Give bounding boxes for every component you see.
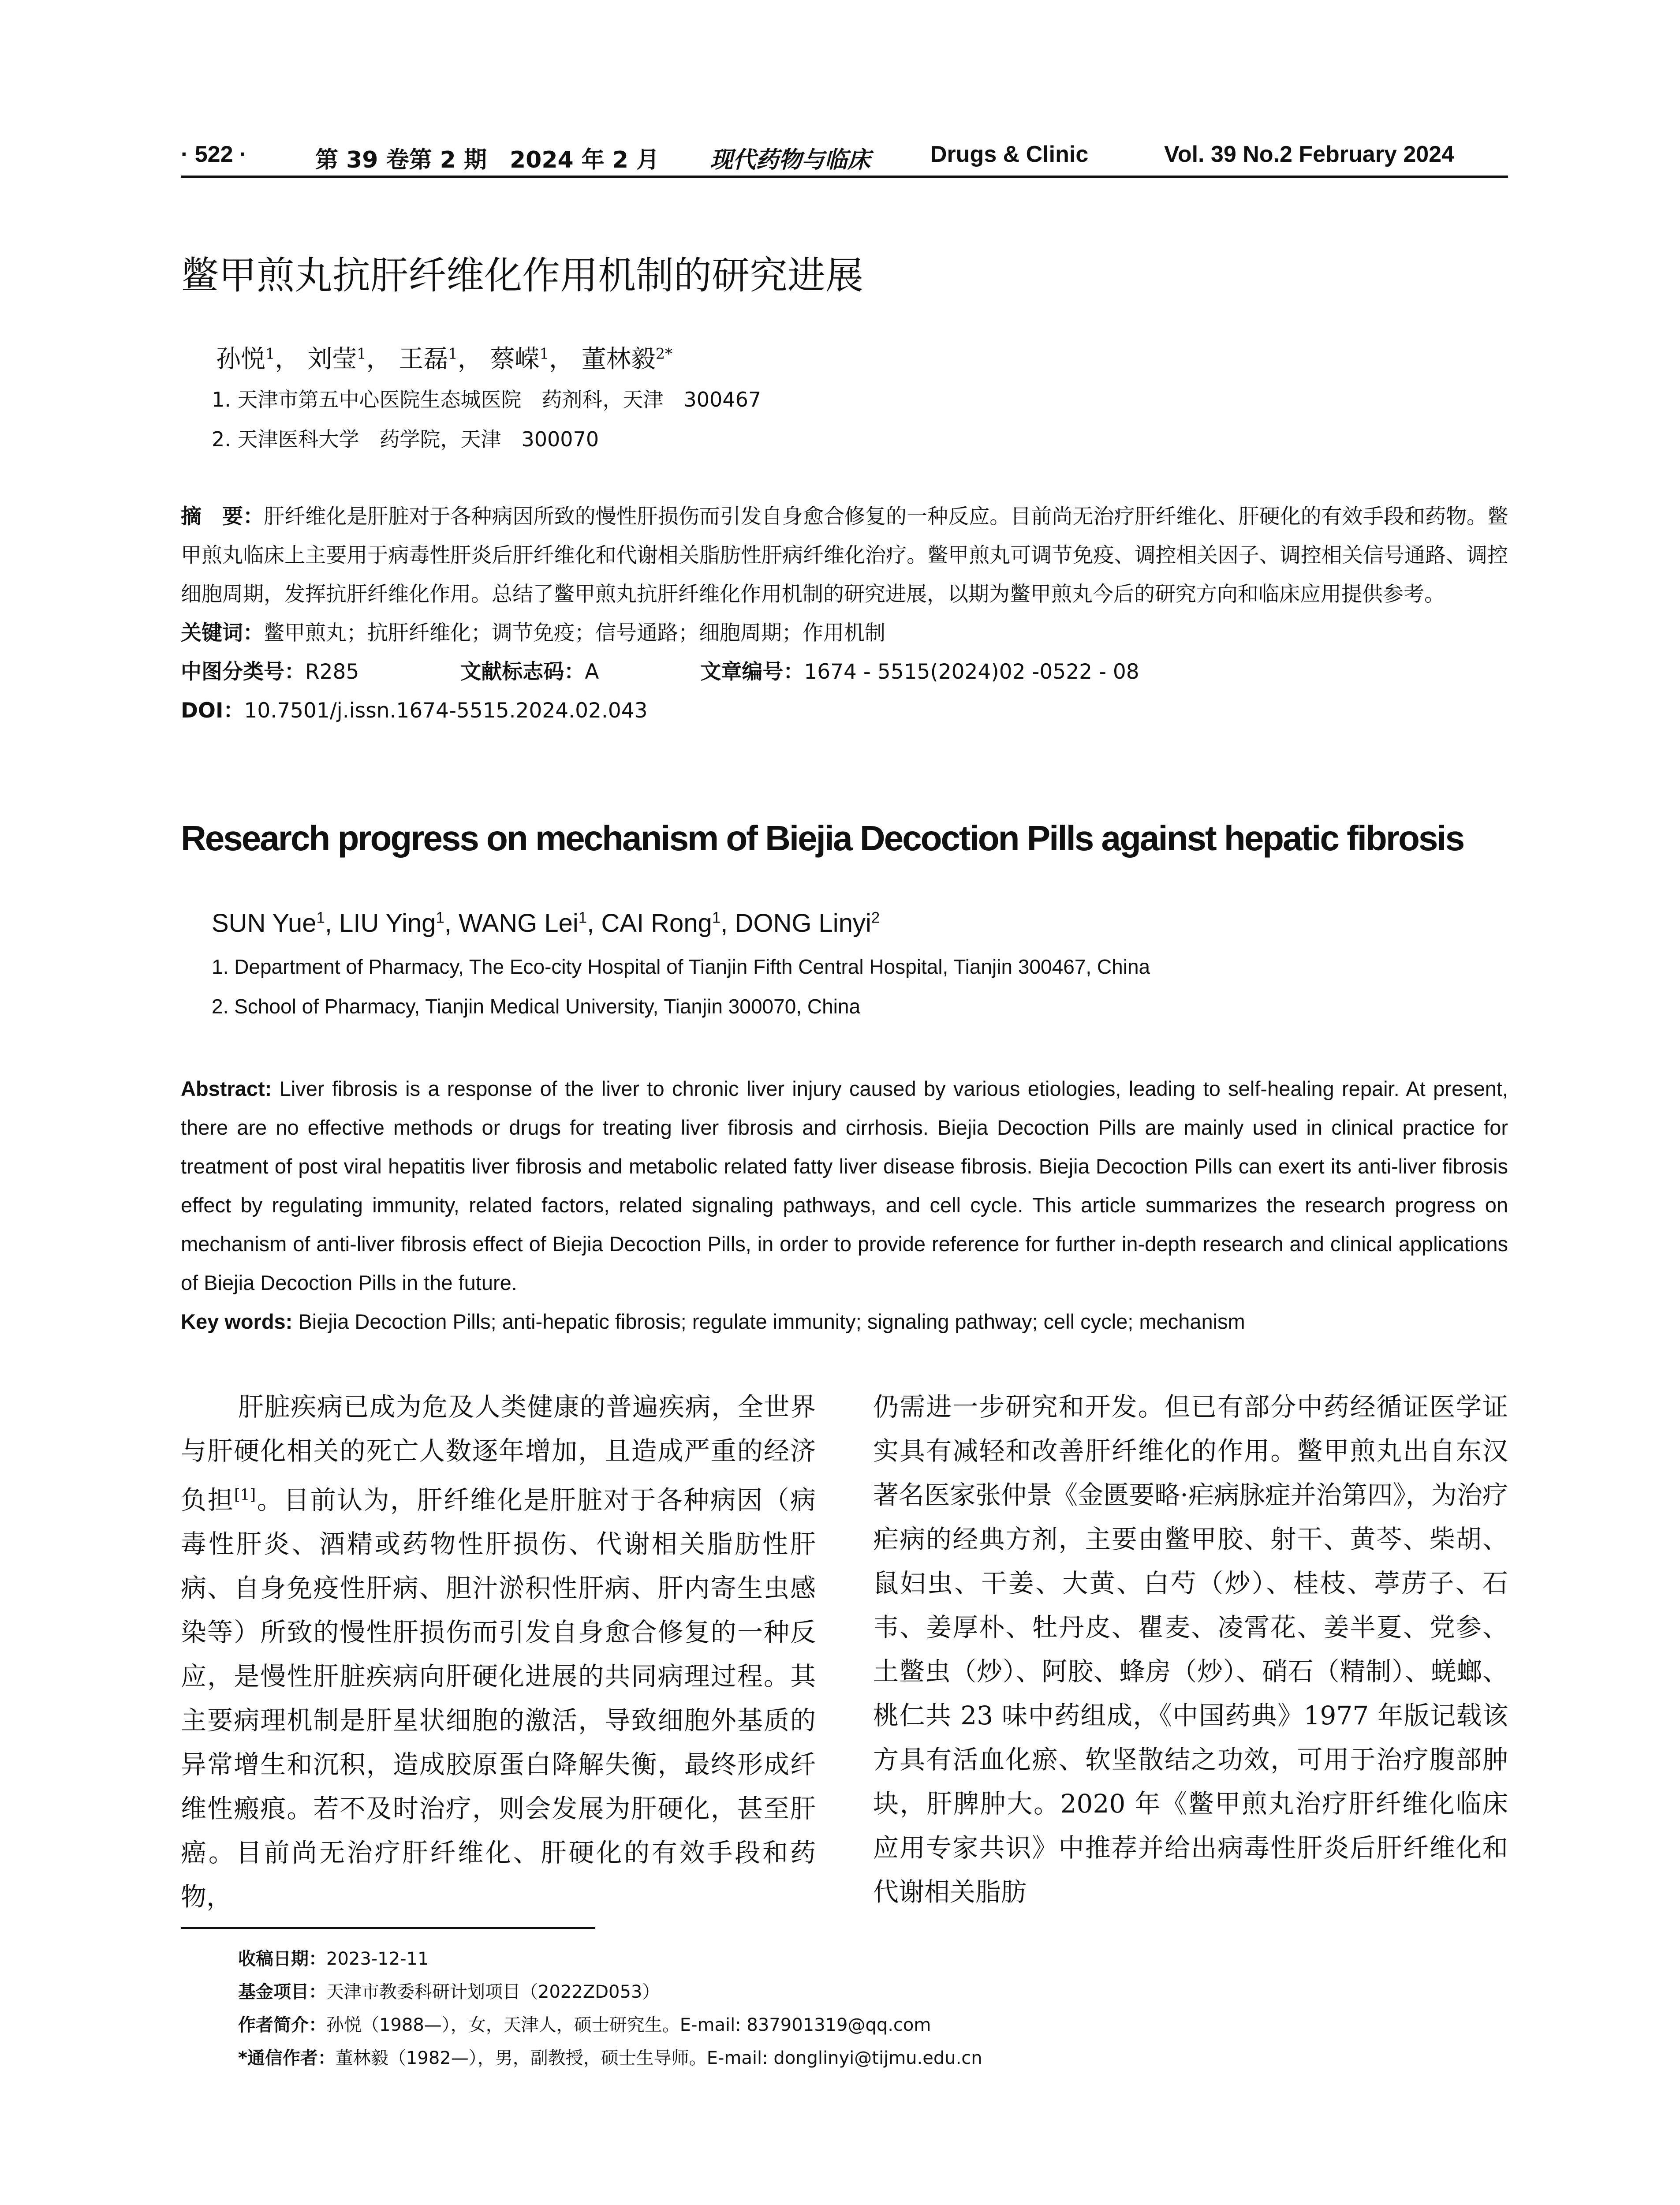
keywords-label: 关键词： bbox=[181, 621, 264, 645]
author-affiliation-mark: 1 bbox=[578, 909, 587, 927]
abstract-label: Abstract: bbox=[181, 1077, 272, 1100]
abstract-text: Liver fibrosis is a response of the liver to chronic liver injury caused by various etiologies, leading to self-healing repair. At present, there are no effective methods or drugs for treating liver fibrosis and cirrhosis. Biejia Decoction Pills are mainly used in clinical practice for treatment of post viral hepatitis liver fibrosis and metabolic related fatty liver disease fibrosis. Biejia Decoction Pills can exert its anti-liver fibrosis effect by regulating immunity, related factors, related signaling pathways, and cell cycle. This article summarizes the research progress on mechanism of anti-liver fibrosis effect of Biejia Decoction Pills, in order to provide reference for further in-depth research and clinical applications of Biejia Decoction Pills in the future. bbox=[181, 1077, 1508, 1294]
keywords-en bbox=[181, 1302, 1508, 1341]
author-name: 孙悦 bbox=[216, 345, 265, 374]
author-affiliation-mark: 1 bbox=[436, 909, 444, 927]
article-title-en: Research progress on mechanism of Biejia Decoction Pills against hepatic fibrosis bbox=[181, 818, 1464, 858]
footnote-author bbox=[238, 2011, 931, 2036]
footnote-text: 孙悦（1988—），女，天津人，硕士研究生。E-mail: 837901319@qq.com bbox=[326, 2015, 931, 2035]
author-affiliation-mark: 1 bbox=[265, 345, 275, 363]
author-affiliation-mark: 1 bbox=[712, 909, 721, 927]
volume-issue-en: Vol. 39 No.2 February 2024 bbox=[1164, 142, 1454, 167]
author-name: DONG Linyi bbox=[735, 909, 871, 938]
journal-name-cn: 现代药物与临床 bbox=[710, 146, 871, 173]
footnote-label: *通信作者： bbox=[238, 2048, 336, 2068]
footnote-label: 基金项目： bbox=[238, 1982, 326, 2002]
body-column-right: 仍需进一步研究和开发。但已有部分中药经循证医学证实具有减轻和改善肝纤维化的作用。鳖甲煎丸出自东汉著名医家张仲景《金匮要略·疟病脉症并治第四》，为治疗疟病的经典方剂，主要由鳖甲胶、射干、黄芩、柴胡、鼠妇虫、干姜、大黄、白芍（炒）、桂枝、葶苈子、石韦、姜厚朴、牡丹皮、瞿麦、凌霄花、姜半夏、党参、土鳖虫（炒）、阿胶、蜂房（炒）、硝石（精制）、蜣螂、桃仁共 23 味中药组成，《中国药典》1977 年版记载该方具有活血化瘀、软坚散结之功效，可用于治疗腹部肿块，肝脾肿大。2020 年《鳖甲煎丸治疗肝纤维化临床应用专家共识》中推荐并给出病毒性肝炎后肝纤维化和代谢相关脂肪 bbox=[873, 1392, 1508, 1907]
body-column-left bbox=[181, 1385, 816, 1919]
clc-label: 中图分类号： bbox=[181, 660, 305, 684]
journal-name-en: Drugs & Clinic bbox=[930, 142, 1089, 167]
footnote-text: 董林毅（1982—），男，副教授，硕士生导师。E-mail: donglinyi@tijmu.edu.cn bbox=[335, 2048, 982, 2068]
author-name: LIU Ying bbox=[339, 909, 436, 938]
affiliation-en: 2. School of Pharmacy, Tianjin Medical University, Tianjin 300070, China bbox=[212, 995, 861, 1018]
author-affiliation-mark: 2 bbox=[871, 909, 880, 927]
footnote-correspondence bbox=[238, 2044, 982, 2069]
abstract-en-paragraph bbox=[181, 1069, 1508, 1302]
keywords-text: 鳖甲煎丸；抗肝纤维化；调节免疫；信号通路；细胞周期；作用机制 bbox=[264, 621, 885, 645]
doc-code-label: 文献标志码： bbox=[460, 660, 585, 684]
footnote-fund bbox=[238, 1978, 660, 2003]
header-rule bbox=[181, 176, 1508, 178]
author-name: 王磊 bbox=[399, 345, 448, 374]
author-name: 蔡嵘 bbox=[490, 345, 540, 374]
footnote-label: 收稿日期： bbox=[238, 1949, 326, 1969]
author-name: 刘莹 bbox=[307, 345, 357, 374]
article-number-value: 1674 - 5515(2024)02 -0522 - 08 bbox=[804, 660, 1139, 684]
abstract-cn bbox=[181, 497, 1508, 730]
author-affiliation-mark: 1 bbox=[357, 345, 366, 363]
page-number: · 522 · bbox=[181, 142, 247, 167]
doi-line bbox=[181, 691, 1508, 730]
author-name: CAI Rong bbox=[601, 909, 712, 938]
author-affiliation-mark: 1 bbox=[316, 909, 325, 927]
abstract-cn-paragraph bbox=[181, 497, 1508, 614]
doc-code-value: A bbox=[585, 660, 599, 684]
author-name: WANG Lei bbox=[458, 909, 579, 938]
author-affiliation-mark: 1 bbox=[539, 345, 549, 363]
affiliation-cn: 2. 天津医科大学 药学院，天津 300070 bbox=[212, 427, 599, 451]
body-text: 肝脏疾病已成为危及人类健康的普遍疾病，全世界与肝硬化相关的死亡人数逐年增加，且造成严重的经济负担 bbox=[181, 1392, 816, 1515]
clc-value: R285 bbox=[305, 660, 359, 684]
volume-issue-cn: 第 39 卷第 2 期 2024 年 2 月 bbox=[315, 147, 660, 173]
author-affiliation-mark: 2* bbox=[655, 345, 672, 363]
abstract-label: 摘 要： bbox=[181, 505, 264, 529]
article-number-label: 文章编号： bbox=[700, 660, 804, 684]
keywords-label: Key words: bbox=[181, 1310, 293, 1333]
doi-value: 10.7501/j.issn.1674-5515.2024.02.043 bbox=[244, 699, 648, 723]
body-text: 。目前认为，肝纤维化是肝脏对于各种病因（病毒性肝炎、酒精或药物性肝损伤、代谢相关脂肪性肝病、自身免疫性肝病、胆汁淤积性肝病、肝内寄生虫感染等）所致的慢性肝损伤而引发自身愈合修复的一种反应，是慢性肝脏疾病向肝硬化进展的共同病理过程。其主要病理机制是肝星状细胞的激活，导致细胞外基质的异常增生和沉积，造成胶原蛋白降解失衡，最终形成纤维性瘢痕。若不及时治疗，则会发展为肝硬化，甚至肝癌。目前尚无治疗肝纤维化、肝硬化的有效手段和药物， bbox=[181, 1485, 816, 1912]
footnote-rule bbox=[181, 1927, 595, 1929]
abstract-text: 肝纤维化是肝脏对于各种病因所致的慢性肝损伤而引发自身愈合修复的一种反应。目前尚无治疗肝纤维化、肝硬化的有效手段和药物。鳖甲煎丸临床上主要用于病毒性肝炎后肝纤维化和代谢相关脂肪性肝病纤维化治疗。鳖甲煎丸可调节免疫、调控相关因子、调控相关信号通路、调控细胞周期，发挥抗肝纤维化作用。总结了鳖甲煎丸抗肝纤维化作用机制的研究进展，以期为鳖甲煎丸今后的研究方向和临床应用提供参考。 bbox=[181, 505, 1508, 606]
author-list-en: SUN Yue$^1$, LIU Ying$^1$, WANG Lei$^1$, CAI Rong$^1$, DONG Linyi$^2$ bbox=[212, 909, 880, 938]
doi-label: DOI： bbox=[181, 699, 244, 723]
keywords-text: Biejia Decoction Pills; anti-hepatic fibrosis; regulate immunity; signaling pathway; cell cycle; mechanism bbox=[298, 1310, 1245, 1333]
author-name: SUN Yue bbox=[212, 909, 317, 938]
footnote-label: 作者简介： bbox=[238, 2015, 326, 2035]
footnote-text: 2023-12-11 bbox=[326, 1949, 429, 1969]
abstract-en bbox=[181, 1069, 1508, 1341]
classification-line bbox=[181, 653, 1508, 691]
author-name: 董林毅 bbox=[581, 345, 656, 374]
article-title-cn: 鳖甲煎丸抗肝纤维化作用机制的研究进展 bbox=[181, 254, 863, 298]
footnote-text: 天津市教委科研计划项目（2022ZD053） bbox=[326, 1982, 660, 2002]
author-affiliation-mark: 1 bbox=[448, 345, 458, 363]
citation-ref: [1] bbox=[234, 1486, 256, 1504]
affiliation-cn: 1. 天津市第五中心医院生态城医院 药剂科，天津 300467 bbox=[212, 388, 762, 411]
affiliation-en: 1. Department of Pharmacy, The Eco-city Hospital of Tianjin Fifth Central Hospital, Tianjin 300467, China bbox=[212, 955, 1150, 978]
keywords-cn bbox=[181, 614, 1508, 653]
footnote-received bbox=[238, 1945, 429, 1970]
author-list-cn: 孙悦$^1$， 刘莹$^1$， 王磊$^1$， 蔡嵘$^1$， 董林毅$^{2*}$ bbox=[216, 345, 672, 374]
